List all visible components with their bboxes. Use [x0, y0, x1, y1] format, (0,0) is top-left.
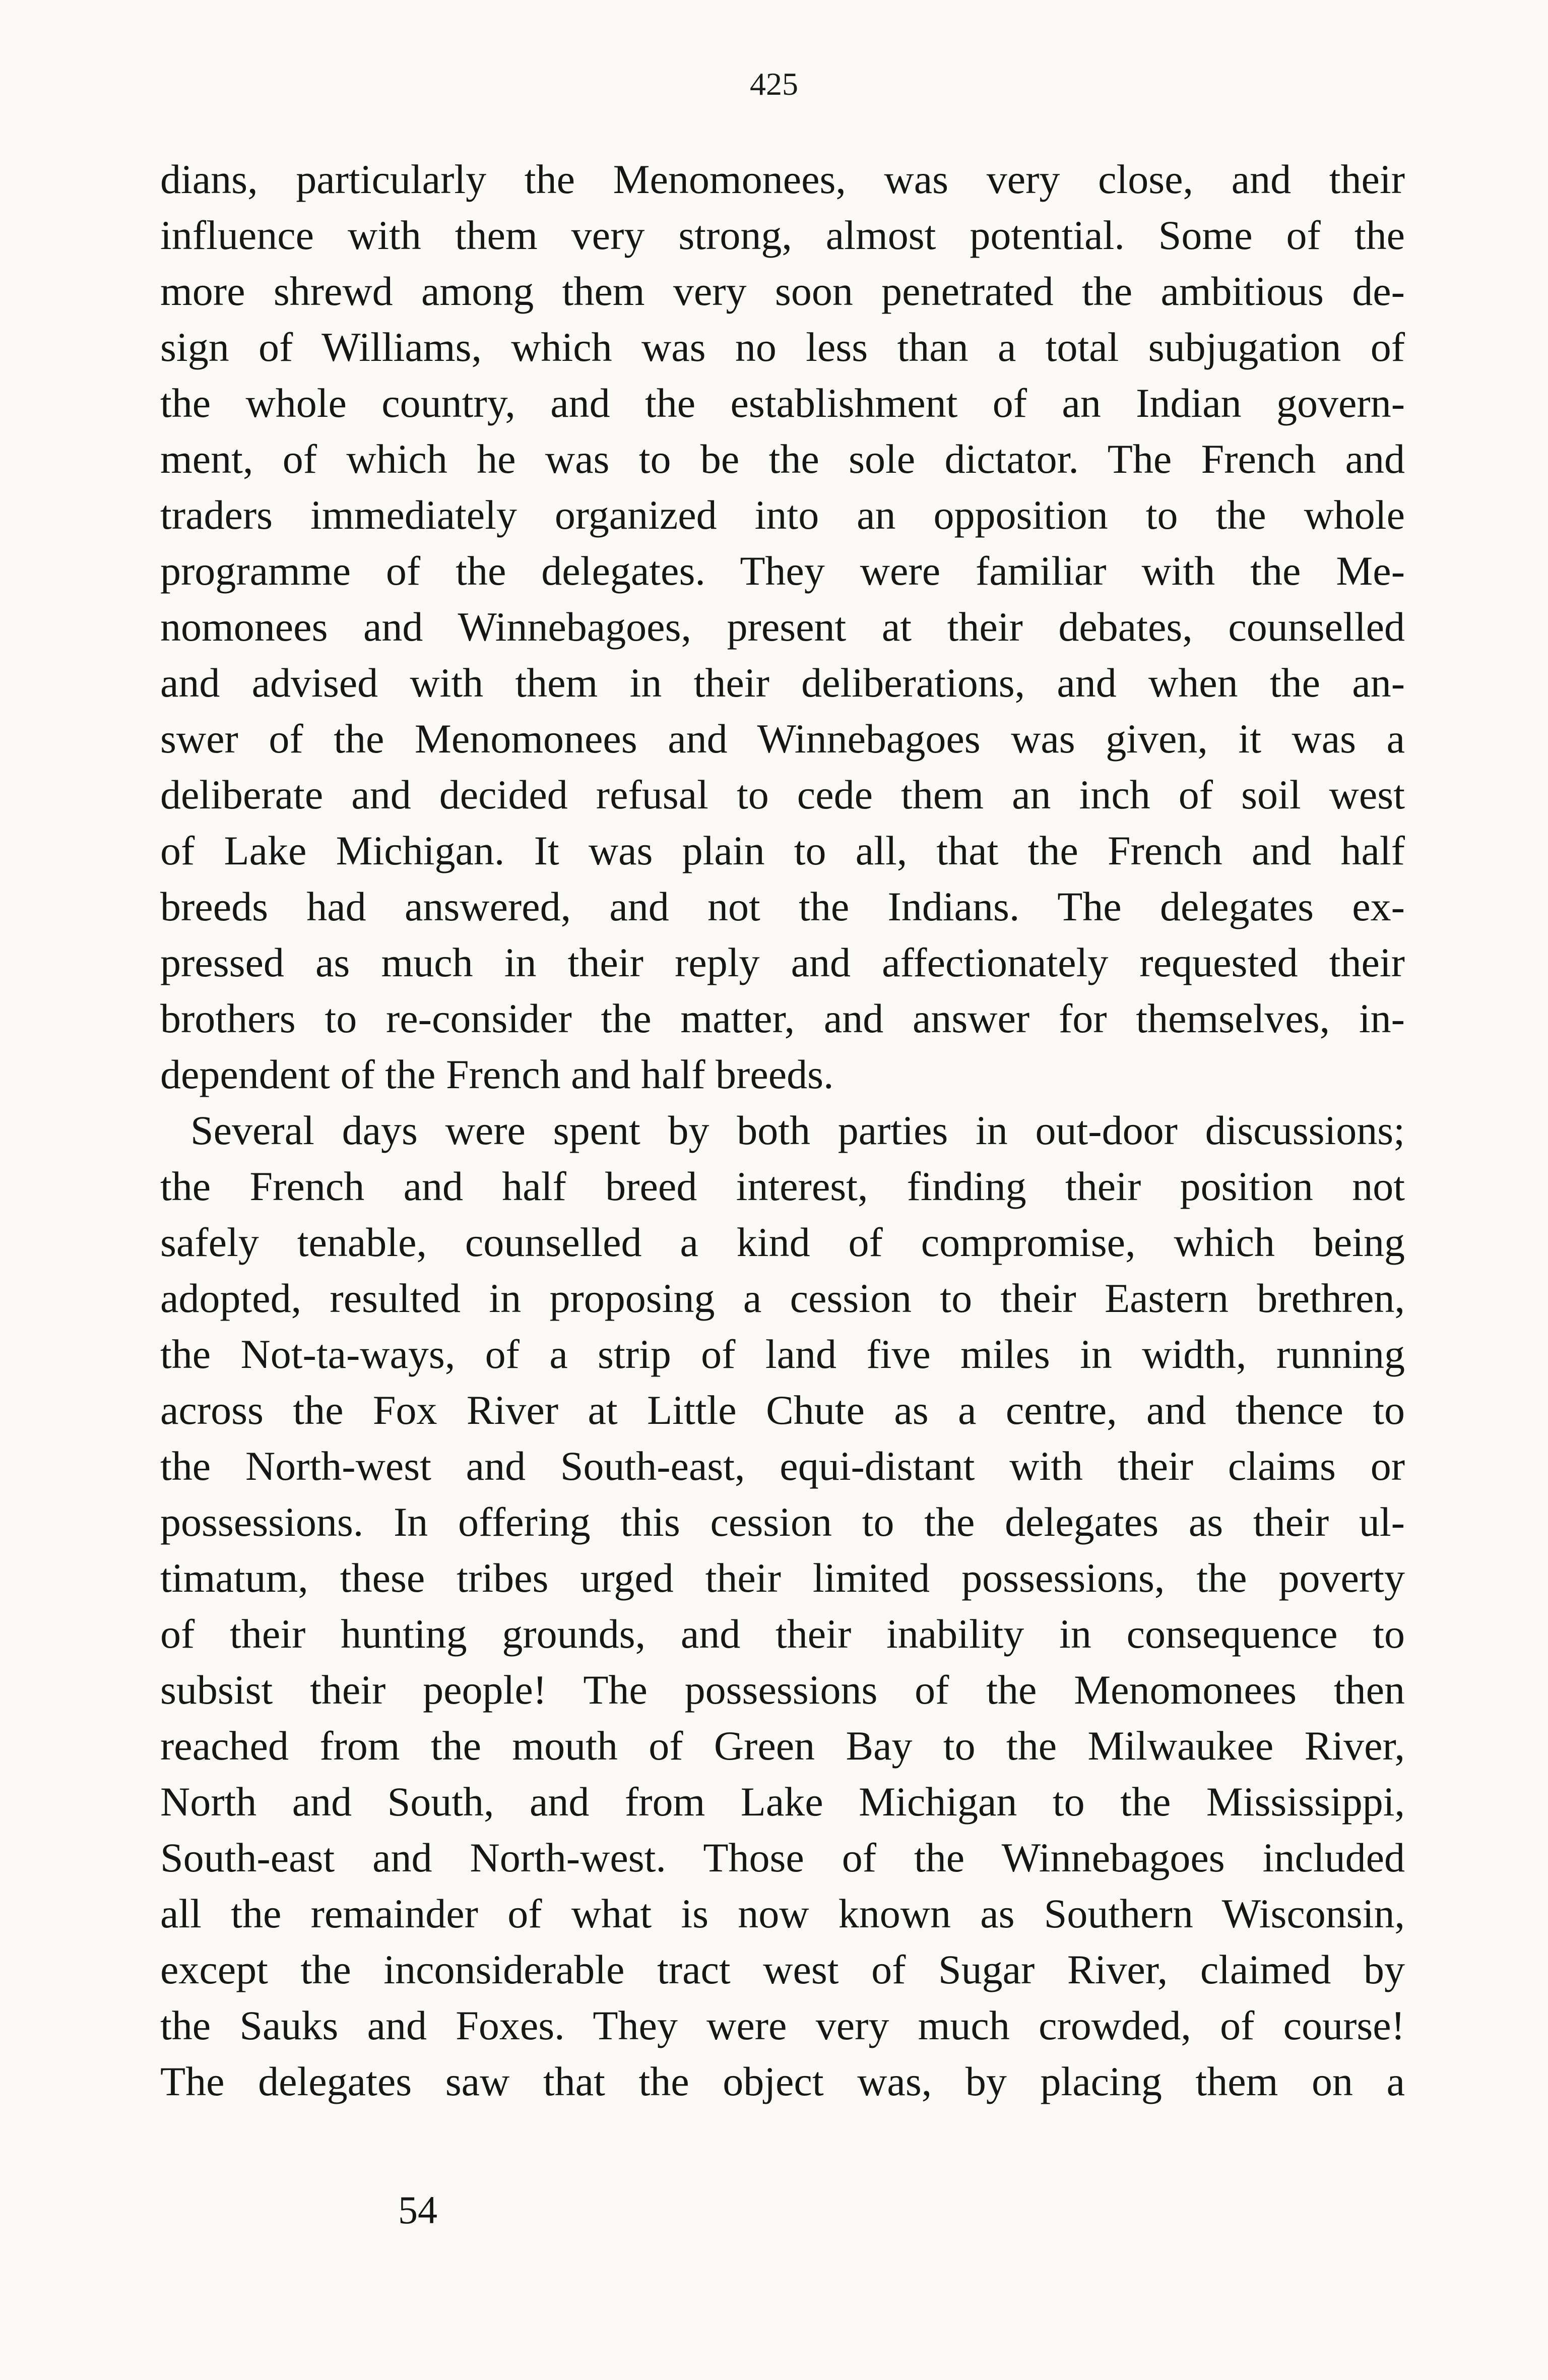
text-line: the North-west and South-east, equi-distant with their claims or — [160, 1443, 1405, 1489]
signature-mark: 54 — [398, 2188, 437, 2232]
text-line: deliberate and decided refusal to cede them an inch of soil west — [160, 772, 1405, 818]
text-line: dependent of the French and half breeds. — [160, 1051, 834, 1097]
text-line: the Not-ta-ways, of a strip of land five miles in width, running — [160, 1331, 1405, 1377]
text-line: more shrewd among them very soon penetrated the ambitious de- — [160, 268, 1405, 314]
text-line: South-east and North-west. Those of the Winnebagoes included — [160, 1835, 1405, 1881]
text-line: of Lake Michigan. It was plain to all, that the French and half — [160, 828, 1405, 873]
text-line: of their hunting grounds, and their inability in consequence to — [160, 1611, 1405, 1657]
text-line: breeds had answered, and not the Indians. The delegates ex- — [160, 884, 1405, 929]
text-line: across the Fox River at Little Chute as a centre, and thence to — [160, 1387, 1405, 1433]
text-line: adopted, resulted in proposing a cession to their Eastern brethren, — [160, 1275, 1405, 1321]
text-line: the French and half breed interest, finding their position not — [160, 1163, 1405, 1209]
text-line: traders immediately organized into an opposition to the whole — [160, 492, 1405, 538]
text-line: reached from the mouth of Green Bay to the Milwaukee River, — [160, 1723, 1405, 1769]
text-line: all the remainder of what is now known as Southern Wisconsin, — [160, 1891, 1405, 1936]
text-line: sign of Williams, which was no less than a total subjugation of — [160, 324, 1405, 370]
text-line: except the inconsiderable tract west of Sugar River, claimed by — [160, 1947, 1405, 1992]
text-line: Several days were spent by both parties in out-door discussions; — [190, 1107, 1405, 1153]
text-line: swer of the Menomonees and Winnebagoes was given, it was a — [160, 716, 1405, 762]
text-line: the Sauks and Foxes. They were very much crowded, of course! — [160, 2002, 1405, 2048]
text-line: brothers to re-consider the matter, and answer for themselves, in- — [160, 995, 1405, 1041]
text-line: programme of the delegates. They were familiar with the Me- — [160, 548, 1405, 594]
text-line: timatum, these tribes urged their limited possessions, the poverty — [160, 1555, 1405, 1601]
text-line: possessions. In offering this cession to the delegates as their ul- — [160, 1499, 1405, 1545]
text-line: pressed as much in their reply and affectionately requested their — [160, 940, 1405, 985]
text-line: North and South, and from Lake Michigan to the Mississippi, — [160, 1779, 1405, 1825]
text-line: the whole country, and the establishment of an Indian govern- — [160, 380, 1405, 426]
page-number: 425 — [750, 66, 798, 102]
text-line: safely tenable, counselled a kind of compromise, which being — [160, 1219, 1405, 1265]
text-line: subsist their people! The possessions of the Menomonees then — [160, 1667, 1405, 1713]
text-line: The delegates saw that the object was, by placing them on a — [160, 2058, 1405, 2104]
body-text — [160, 151, 1405, 2109]
text-line: nomonees and Winnebagoes, present at their debates, counselled — [160, 604, 1405, 650]
text-line: and advised with them in their deliberations, and when the an- — [160, 660, 1405, 706]
text-line: dians, particularly the Menomonees, was very close, and their — [160, 156, 1405, 202]
text-line: ment, of which he was to be the sole dictator. The French and — [160, 436, 1405, 482]
text-line: influence with them very strong, almost potential. Some of the — [160, 212, 1405, 258]
